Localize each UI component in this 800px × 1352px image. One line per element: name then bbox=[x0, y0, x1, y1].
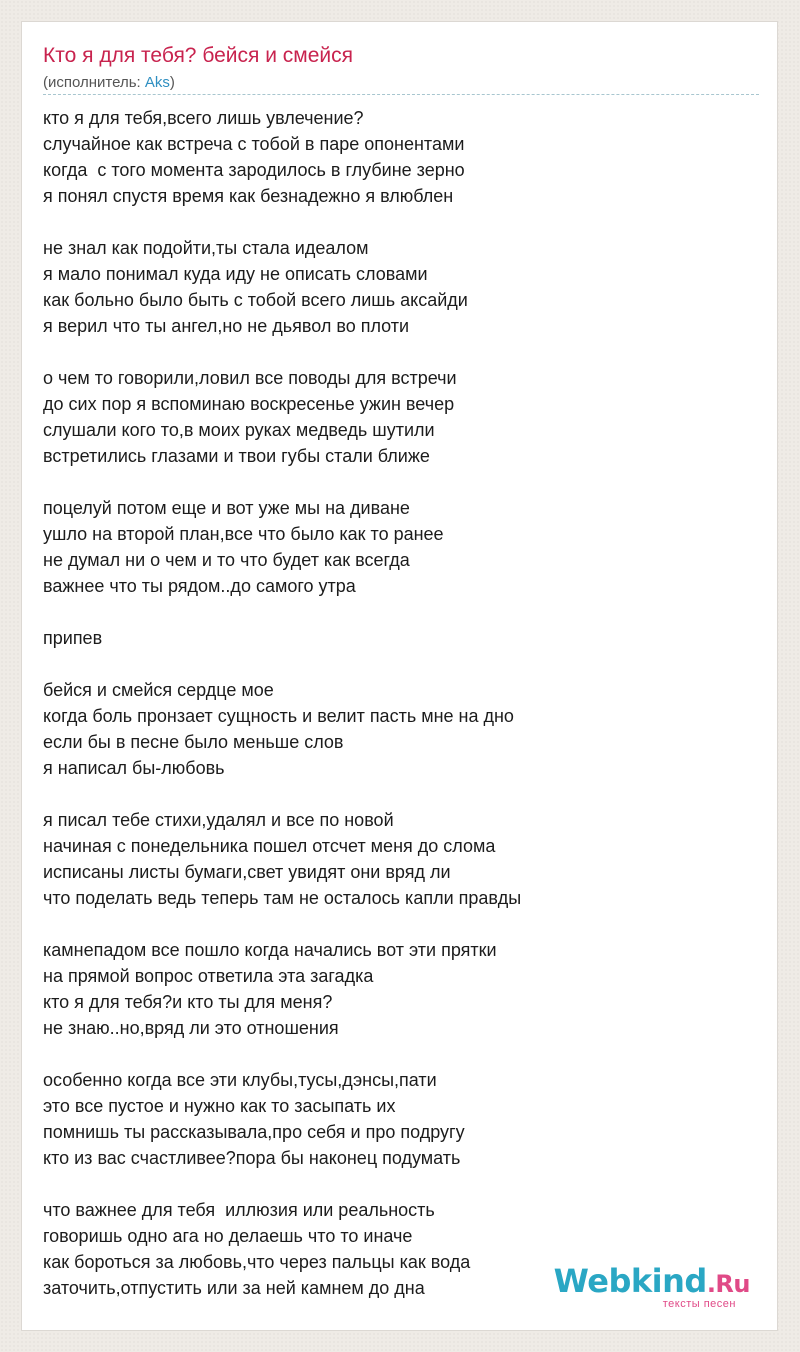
lyric-line: на прямой вопрос ответила эта загадка bbox=[43, 966, 374, 986]
title-divider bbox=[43, 94, 759, 95]
lyric-line: я написал бы-любовь bbox=[43, 758, 225, 778]
stanza-break bbox=[43, 781, 759, 807]
lyrics-body bbox=[43, 105, 759, 1301]
lyric-line: помнишь ты рассказывала,про себя и про подругу bbox=[43, 1122, 465, 1142]
lyric-line: встретились глазами и твои губы стали ближе bbox=[43, 446, 430, 466]
lyric-line: я мало понимал куда иду не описать словами bbox=[43, 264, 428, 284]
lyric-line: припев bbox=[43, 628, 103, 648]
lyric-line: исписаны листы бумаги,свет увидят они вряд ли bbox=[43, 862, 451, 882]
lyric-line: бейся и смейся сердце мое bbox=[43, 680, 274, 700]
stanza-break bbox=[43, 599, 759, 625]
lyric-line: слушали кого то,в моих руках медведь шутили bbox=[43, 420, 435, 440]
lyric-line: кто из вас счастливее?пора бы наконец подумать bbox=[43, 1148, 461, 1168]
logo-tagline: тексты песен bbox=[662, 1298, 736, 1310]
stanza-break bbox=[43, 1041, 759, 1067]
site-logo[interactable] bbox=[553, 1262, 760, 1312]
lyric-line: до сих пор я вспоминаю воскресенье ужин вечер bbox=[43, 394, 455, 414]
artist-link[interactable]: Aks bbox=[144, 74, 170, 91]
lyric-line: не думал ни о чем и то что будет как всегда bbox=[43, 550, 410, 570]
stanza-break bbox=[43, 1171, 759, 1197]
stanza-break bbox=[43, 339, 759, 365]
lyric-line: поцелуй потом еще и вот уже мы на диване bbox=[43, 498, 410, 518]
stanza-break bbox=[43, 209, 759, 235]
artist-prefix: (исполнитель: bbox=[43, 74, 145, 91]
lyric-line: что важнее для тебя иллюзия или реальность bbox=[43, 1200, 435, 1220]
lyric-line: не знал как подойти,ты стала идеалом bbox=[43, 238, 369, 258]
lyric-line: начиная с понедельника пошел отсчет меня до слома bbox=[43, 836, 496, 856]
lyric-line: заточить,отпустить или за ней камнем до дна bbox=[43, 1278, 425, 1298]
stanza-break bbox=[43, 911, 759, 937]
lyric-line: как бороться за любовь,что через пальцы как вода bbox=[43, 1252, 471, 1272]
lyric-line: случайное как встреча с тобой в паре опонентами bbox=[43, 134, 465, 154]
lyric-line: важнее что ты рядом..до самого утра bbox=[43, 576, 356, 596]
lyric-line: кто я для тебя?и кто ты для меня? bbox=[43, 992, 333, 1012]
song-title: Кто я для тебя? бейся и смейся bbox=[43, 44, 354, 67]
lyric-line: когда с того момента зародилось в глубине зерно bbox=[43, 160, 465, 180]
logo-brand: Webkind bbox=[553, 1262, 707, 1300]
lyric-line: камнепадом все пошло когда начались вот эти прятки bbox=[43, 940, 497, 960]
lyric-line: как больно было быть с тобой всего лишь аксайди bbox=[43, 290, 468, 310]
lyric-line: я понял спустя время как безнадежно я влюблен bbox=[43, 186, 454, 206]
lyric-line: если бы в песне было меньше слов bbox=[43, 732, 344, 752]
lyric-line: говоришь одно ага но делаешь что то иначе bbox=[43, 1226, 413, 1246]
stanza-break bbox=[43, 469, 759, 495]
lyric-line: кто я для тебя,всего лишь увлечение? bbox=[43, 108, 364, 128]
stanza-break bbox=[43, 651, 759, 677]
lyric-line: когда боль пронзает сущность и велит пасть мне на дно bbox=[43, 706, 514, 726]
lyric-line: особенно когда все эти клубы,тусы,дэнсы,пати bbox=[43, 1070, 437, 1090]
lyric-line: не знаю..но,вряд ли это отношения bbox=[43, 1018, 339, 1038]
logo-tld: .Ru bbox=[706, 1270, 750, 1298]
lyric-line: о чем то говорили,ловил все поводы для встречи bbox=[43, 368, 457, 388]
artist-line bbox=[43, 74, 175, 91]
lyrics-card bbox=[21, 21, 778, 1331]
lyric-line: это все пустое и нужно как то засыпать их bbox=[43, 1096, 396, 1116]
lyric-line: я писал тебе стихи,удалял и все по новой bbox=[43, 810, 394, 830]
artist-suffix: ) bbox=[169, 74, 175, 91]
lyric-line: ушло на второй план,все что было как то ранее bbox=[43, 524, 444, 544]
logo-wordmark bbox=[554, 1262, 750, 1300]
lyric-line: что поделать ведь теперь там не осталось капли правды bbox=[43, 888, 522, 908]
lyric-line: я верил что ты ангел,но не дьявол во плоти bbox=[43, 316, 410, 336]
